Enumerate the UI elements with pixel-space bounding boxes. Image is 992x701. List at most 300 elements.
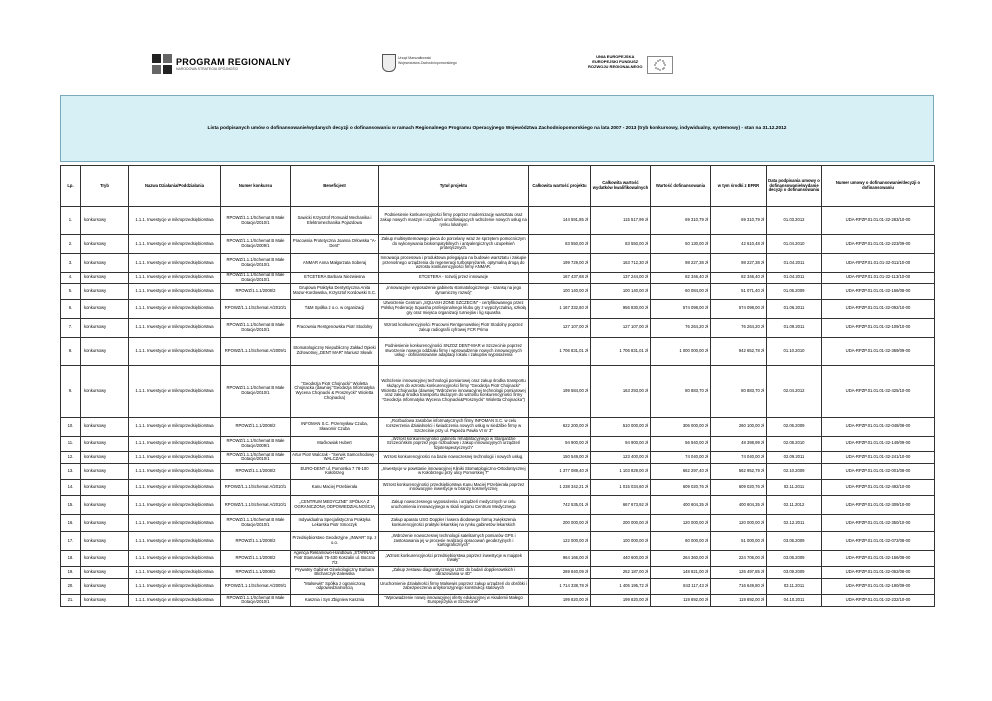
row-numer: UDA-RPZP.01.01.01-32-062/08-00 [822, 566, 935, 578]
table-row [61, 254, 935, 273]
row-efrr: 609 020,76 zł [711, 479, 767, 495]
row-efrr: 76 264,20 zł [711, 318, 767, 337]
header-row [61, 166, 935, 207]
header-konkurs: Numer konkursu [221, 166, 291, 207]
row-lp: 17. [61, 531, 81, 550]
table-row [61, 495, 935, 514]
row-konkurs: RPOWZ/1.1.1/Schemat B Małe Dotacje/2010/1 [221, 273, 291, 284]
table-row [61, 283, 935, 299]
row-dofinansowanie: 82 346,40 zł [651, 273, 711, 284]
header-efrr: w tym środki z EFRR [711, 166, 767, 207]
row-tytul: „Inwestycje w powstanie innowacyjnej Kliniki Stomatologiczno-Ortodontycznej w Kołobrzegu przy ulicy Pomorskiej 7" [379, 463, 529, 479]
row-beneficjent: Kanu Maciej Przebierała [291, 479, 379, 495]
row-tryb: konkursowy [81, 337, 129, 365]
row-dofinansowanie: 662 297,40 zł [651, 463, 711, 479]
row-kwalifikowalne: 163 712,30 zł [591, 254, 651, 273]
row-tryb: konkursowy [81, 463, 129, 479]
row-kwalifikowalne: 100 140,00 zł [591, 283, 651, 299]
row-dofinansowanie: 574 098,00 zł [651, 299, 711, 318]
row-tytul: Zakup multisystemowego pieca do porcelany wraz ze sprzętem pomocniczym do wykonywania biokompatybilnych i antyalergicznych uzupełnień protetycznych. [379, 235, 529, 254]
table-row [61, 436, 935, 451]
row-wartosc: 1 377 089,40 zł [529, 463, 591, 479]
row-wartosc: 150 549,00 zł [529, 451, 591, 463]
row-tryb: konkursowy [81, 299, 129, 318]
row-wartosc: 1 167 332,60 zł [529, 299, 591, 318]
row-tytul: Innowacja procesowa i produktowa polegająca na budowie warsztatu i zakupie przenośnego urządzenia do regeneracji turbosprężarek, optymalną drogą do wzrostu konkurencyjności firmy ANMAR. [379, 254, 529, 273]
row-dofinansowanie: 1 000 000,00 zł [651, 337, 711, 365]
row-lp: 13. [61, 463, 81, 479]
row-nazwa: 1.1.1. Inwestycje w mikroprzedsiębiorstwa [129, 417, 221, 436]
row-nazwa: 1.1.1. Inwestycje w mikroprzedsiębiorstwa [129, 283, 221, 299]
row-konkurs: RPOWZ/1.1.1/2008/2 [221, 531, 291, 550]
row-dofinansowanie: 80 883,70 zł [651, 365, 711, 417]
row-efrr: 42 610,48 zł [711, 235, 767, 254]
row-data: 02.06.2009 [767, 417, 822, 436]
table-row [61, 235, 935, 254]
row-lp: 20. [61, 578, 81, 594]
row-kwalifikowalne: 100 000,00 zł [591, 531, 651, 550]
row-tryb: konkursowy [81, 235, 129, 254]
row-konkurs: RPOWZ/1.1.1/2008/2 [221, 283, 291, 299]
row-efrr: 98 227,38 zł [711, 254, 767, 273]
row-data: 02.09.2011 [767, 451, 822, 463]
row-wartosc: 144 591,85 zł [529, 207, 591, 235]
row-konkurs: RPOWZ/1.1.1/2008/2 [221, 417, 291, 436]
row-konkurs: RPOWZ/1.1.1/Schemat B Małe Dotacje/2010/1 [221, 451, 291, 463]
row-efrr: 119 892,00 zł [711, 594, 767, 606]
table-row [61, 417, 935, 436]
row-beneficjent: Grupowa Praktyka Dentystyczna Anita Mazur-Kordowska, Krzysztof Kordowski S.C. [291, 283, 379, 299]
row-numer: UDA-RPZP.01.01.01-32-156/08-00 [822, 550, 935, 566]
row-dofinansowanie: 120 000,00 zł [651, 514, 711, 531]
row-efrr: 69 310,79 zł [711, 207, 767, 235]
eu-line-3: ROZWOJU REGIONALNEGO [588, 64, 643, 69]
row-tytul: „Innowacyjne wyposażenie gabinetu stomatologicznego - szansą na jego dynamiczny rozwój" [379, 283, 529, 299]
row-lp: 19. [61, 566, 81, 578]
row-tytul: „Wdrożenie nowoczesnej technologii satelitarnych pomiarów GPS i zastosowania jej w procesie realizacji opracowań geodezyjnych i kartograficznych" [379, 531, 529, 550]
row-dofinansowanie: 843 117,43 zł [651, 578, 711, 594]
row-beneficjent: Prywatny Gabinet Ginekologiczny Barbara Blicharczyk-Zalewska [291, 566, 379, 578]
row-nazwa: 1.1.1. Inwestycje w mikroprzedsiębiorstwa [129, 550, 221, 566]
header-tryb: Tryb [81, 166, 129, 207]
row-efrr: 82 346,40 zł [711, 273, 767, 284]
row-tryb: konkursowy [81, 566, 129, 578]
row-lp: 8. [61, 337, 81, 365]
row-data: 03.11.2011 [767, 578, 822, 594]
row-nazwa: 1.1.1. Inwestycje w mikroprzedsiębiorstwa [129, 337, 221, 365]
row-efrr: 260 100,00 zł [711, 417, 767, 436]
row-beneficjent: Pracownia Protetyczna Joanna Orłowska "A-Dent" [291, 235, 379, 254]
row-tytul: Wzrost konkurencyjności Pracowni Rentgenowskiej Piotr Stodolny poprzez zakup radiografii cyfrowej FCR Prima [379, 318, 529, 337]
office-line-2: Województwa Zachodniopomorskiego [398, 61, 457, 65]
eu-line-2: EUROPEJSKI FUNDUSZ [592, 59, 639, 64]
row-dofinansowanie: 60 084,00 zł [651, 283, 711, 299]
row-beneficjent: ANMAR Anna Małgorzata Soberaj [291, 254, 379, 273]
row-data: 01.06.2009 [767, 283, 822, 299]
row-konkurs: RPOWZ/1.1.1/Schemat A/2009/1 [221, 578, 291, 594]
row-data: 02.04.2012 [767, 365, 822, 417]
row-data: 03.06.2009 [767, 531, 822, 550]
row-wartosc: 1 714 338,78 zł [529, 578, 591, 594]
row-efrr: 126 497,85 zł [711, 566, 767, 578]
row-tryb: konkursowy [81, 531, 129, 550]
header-lp: Lp. [61, 166, 81, 207]
row-wartosc: 1 238 342,21 zł [529, 479, 591, 495]
table-row [61, 531, 935, 550]
row-wartosc: 199 729,00 zł [529, 254, 591, 273]
row-kwalifikowalne: 252 187,00 zł [591, 566, 651, 578]
row-tryb: konkursowy [81, 578, 129, 594]
row-nazwa: 1.1.1. Inwestycje w mikroprzedsiębiorstwa [129, 594, 221, 606]
row-data: 01.10.2010 [767, 337, 822, 365]
row-nazwa: 1.1.1. Inwestycje w mikroprzedsiębiorstwa [129, 514, 221, 531]
header-dofinansowanie: Wartość dofinansowania [651, 166, 711, 207]
program-regionalny-logo [152, 54, 291, 74]
header-nazwa: Nazwa Działania/Poddziałania [129, 166, 221, 207]
row-numer: UDA-RPZP.01.01.01-32-492/10-00 [822, 479, 935, 495]
row-wartosc: 199 584,00 zł [529, 365, 591, 417]
header-tytul: Tytuł projektu [379, 166, 529, 207]
row-data: 01.09.2011 [767, 318, 822, 337]
row-numer: UDA-RPZP.01.01.01-32-001/08-00 [822, 463, 935, 479]
row-kwalifikowalne: 200 000,00 zł [591, 514, 651, 531]
logo-bar [0, 52, 992, 82]
row-wartosc: 83 550,00 zł [529, 235, 591, 254]
row-dofinansowanie: 306 000,00 zł [651, 417, 711, 436]
row-kwalifikowalne: 83 550,00 zł [591, 235, 651, 254]
row-nazwa: 1.1.1. Inwestycje w mikroprzedsiębiorstwa [129, 273, 221, 284]
program-title: PROGRAM REGIONALNY [176, 56, 291, 67]
row-beneficjent: INFOMAN S.C. Przemysław Czuba, Sławomir Czuba [291, 417, 379, 436]
row-konkurs: RPOWZ/1.1.1/Schemat A/2010/1 [221, 479, 291, 495]
row-tytul: „Wzrost konkurencyjności przedsiębiorstwa poprzez inwestycje w majątek trwały" [379, 550, 529, 566]
row-numer: UDA-RPZP.01.01.01-32-092/10-00 [822, 299, 935, 318]
eu-flag-icon [647, 56, 673, 74]
row-data: 01.06.2011 [767, 299, 822, 318]
row-nazwa: 1.1.1. Inwestycje w mikroprzedsiębiorstwa [129, 235, 221, 254]
row-nazwa: 1.1.1. Inwestycje w mikroprzedsiębiorstwa [129, 578, 221, 594]
row-wartosc: 167 437,68 zł [529, 273, 591, 284]
row-numer: UDA-RPZP.01.01.01-32-190/09-00 [822, 578, 935, 594]
row-data: 02.11.2011 [767, 479, 822, 495]
row-data: 01.03.2012 [767, 207, 822, 235]
table-row [61, 566, 935, 578]
row-konkurs: RPOWZ/1.1.1/Schemat B Małe Dotacje/2010/1 [221, 514, 291, 531]
row-lp: 21. [61, 594, 81, 606]
page-title: Lista podpisanych umów o dofinansowanie/wydanych decyzji o dofinansowaniu w ramach Regionalnego Programu Operacyjnego Województwa Zachodniopomorskiego na lata 2007 - 2013 (tryb konkursowy, indywidualny, systemowy) - stan na 31.12.2012 [207, 126, 787, 131]
row-kwalifikowalne: 115 517,99 zł [591, 207, 651, 235]
row-efrr: 716 649,80 zł [711, 578, 767, 594]
header-beneficjent: Beneficjent [291, 166, 379, 207]
row-beneficjent: „CENTRUM MEDYCZNE" SPÓŁKA Z OGRANICZONĄ ODPOWIEDZIALNOŚCIĄ [291, 495, 379, 514]
row-lp: 3. [61, 254, 81, 273]
row-beneficjent: Maćkowiak Hubert [291, 436, 379, 451]
row-lp: 12. [61, 451, 81, 463]
row-numer: UDA-RPZP.01.01.01-32-425/10-00 [822, 365, 935, 417]
row-data: 01.04.2010 [767, 235, 822, 254]
row-numer: UDA-RPZP.01.01.01-32-166/08-00 [822, 283, 935, 299]
row-nazwa: 1.1.1. Inwestycje w mikroprzedsiębiorstwa [129, 495, 221, 514]
row-beneficjent: Indywidualna Specjalistyczna Praktyka Lekarska Piotr Smoczyk [291, 514, 379, 531]
row-dofinansowanie: 119 892,00 zł [651, 594, 711, 606]
row-wartosc: 100 140,00 zł [529, 283, 591, 299]
row-wartosc: 122 000,00 zł [529, 531, 591, 550]
row-nazwa: 1.1.1. Inwestycje w mikroprzedsiębiorstwa [129, 451, 221, 463]
row-kwalifikowalne: 1 706 831,01 zł [591, 337, 651, 365]
row-kwalifikowalne: 137 244,00 zł [591, 273, 651, 284]
row-dofinansowanie: 69 310,79 zł [651, 207, 711, 235]
row-tryb: konkursowy [81, 207, 129, 235]
table-row [61, 299, 935, 318]
row-efrr: 51 071,40 zł [711, 283, 767, 299]
row-efrr: 80 883,70 zł [711, 365, 767, 417]
row-efrr: 120 000,00 zł [711, 514, 767, 531]
row-dofinansowanie: 50 130,00 zł [651, 235, 711, 254]
row-beneficjent: "Malsewis" Spółka z ograniczoną odpowiedzialnością [291, 578, 379, 594]
row-tytul: ETCETERA - rozwój przez innowacje [379, 273, 529, 284]
header-numer: Numer umowy o dofinansowanie/decyzji o dofinansowaniu [822, 166, 935, 207]
row-data: 01.04.2011 [767, 254, 822, 273]
row-konkurs: RPOWZ/1.1.1/Schemat B Małe Dotacje/2010/1 [221, 365, 291, 417]
row-dofinansowanie: 76 264,20 zł [651, 318, 711, 337]
row-tryb: konkursowy [81, 594, 129, 606]
row-lp: 9. [61, 365, 81, 417]
row-tytul: „Zakup zestawu diagnostycznego USG do badań dopplerowskich i obrazowania w 4D" [379, 566, 529, 578]
row-dofinansowanie: 400 604,35 zł [651, 495, 711, 514]
row-wartosc: 622 200,00 zł [529, 417, 591, 436]
row-kwalifikowalne: 667 673,92 zł [591, 495, 651, 514]
row-dofinansowanie: 74 040,00 zł [651, 451, 711, 463]
table-row [61, 365, 935, 417]
row-lp: 5. [61, 283, 81, 299]
row-lp: 7. [61, 318, 81, 337]
row-nazwa: 1.1.1. Inwestycje w mikroprzedsiębiorstwa [129, 531, 221, 550]
table-row [61, 479, 935, 495]
row-beneficjent: Agencja Reklamowo-Handlowa „STARNAS" Piotr Stamasiak 75-430 Koszalin ul. Boczna 7/3 [291, 550, 379, 566]
row-dofinansowanie: 148 821,00 zł [651, 566, 711, 578]
row-tryb: konkursowy [81, 417, 129, 436]
table-row [61, 273, 935, 284]
row-numer: UDA-RPZP.01.01.01-32-113/10-00 [822, 273, 935, 284]
row-tytul: Podniesienie konkurencyjności SNZOZ DENT-MAR w Szczecinie poprzez stworzenie nowego oddziału firmy i wprowadzenie nowych innowacyjnych usług - dofinansowanie adaptacji lokalu i zakupów wyposażenia [379, 337, 529, 365]
row-efrr: 574 098,00 zł [711, 299, 767, 318]
row-data: 02.11.2012 [767, 495, 822, 514]
row-dofinansowanie: 60 000,00 zł [651, 531, 711, 550]
row-dofinansowanie: 609 020,76 zł [651, 479, 711, 495]
row-konkurs: RPOWZ/1.1.1/2008/2 [221, 463, 291, 479]
row-beneficjent: EURO-DENT ul. Pomorska 7 78-100 Kołobrzeg [291, 463, 379, 479]
crest-icon [382, 54, 396, 72]
table-row [61, 463, 935, 479]
row-lp: 11. [61, 436, 81, 451]
row-numer: UDA-RPZP.01.01.01-32-048/08-00 [822, 417, 935, 436]
row-numer: UDA-RPZP.01.01.01-32-369/09-00 [822, 337, 935, 365]
row-efrr: 48 398,99 zł [711, 436, 767, 451]
row-tytul: Utworzenie Centrum „SQUASH ZONE SZCZECIN" - certyfikowanego przez Polską Federację Squasha profesjonalnego klubu gry z wypożyczalnią, szkołą gry oraz miejsca organizacji turniejów i lig squasha [379, 299, 529, 318]
row-kwalifikowalne: 94 900,00 zł [591, 436, 651, 451]
table-row [61, 337, 935, 365]
row-kwalifikowalne: 1 103 829,00 zł [591, 463, 651, 479]
row-wartosc: 127 107,00 zł [529, 318, 591, 337]
eu-line-1: UNIA EUROPEJSKA [596, 54, 635, 59]
row-lp: 2. [61, 235, 81, 254]
row-konkurs: RPOWZ/1.1.1/Schemat B Małe Dotacje/2009/1 [221, 436, 291, 451]
header-kwalifikowalne: Całkowita wartość wydatków kwalifikowalnych [591, 166, 651, 207]
row-nazwa: 1.1.1. Inwestycje w mikroprzedsiębiorstwa [129, 254, 221, 273]
row-tytul: „Rozbudowa zasobów informatycznych firmy INFOMAN S.C. w celu rozszerzenia działalności i świadczenia nowych usług w siedzibie firmy w Szczecinie przy ul. Papieża Pawła VI nr 3" [379, 417, 529, 436]
row-lp: 14. [61, 479, 81, 495]
row-konkurs: RPOWZ/1.1.1/2008/2 [221, 566, 291, 578]
row-tytul: "Wprowadzenie nowej innowacyjnej oferty edukacyjnej w Akademii Małego Europejczyka w Szczecinie" [379, 594, 529, 606]
program-subtitle: NARODOWA STRATEGIA SPÓJNOŚCI [176, 66, 239, 71]
row-wartosc: 269 840,09 zł [529, 566, 591, 578]
row-lp: 4. [61, 273, 81, 284]
row-numer: UDA-RPZP.01.01.01-32-072/08-00 [822, 531, 935, 550]
row-tytul: Zakup aparatu USG Doppler i łasera diodowego formą zwiększenia konkurencyjności praktyki lekarskiej na rynku gabinetów lekarskich [379, 514, 529, 531]
row-dofinansowanie: 56 940,00 zł [651, 436, 711, 451]
row-lp: 10. [61, 417, 81, 436]
row-efrr: 400 604,35 zł [711, 495, 767, 514]
row-data: 02.12.2011 [767, 514, 822, 531]
row-lp: 1. [61, 207, 81, 235]
row-konkurs: RPOWZ/1.1.1/Schemat B Małe Dotacje/2010/1 [221, 594, 291, 606]
row-tryb: konkursowy [81, 495, 129, 514]
row-tytul: Wzrost konkurencyjności przedsiębiorstwa Kanu Maciej Przebierała poprzez innowacyjne inwestycje w branży kosmetycznej [379, 479, 529, 495]
row-konkurs: RPOWZ/1.1.1/Schemat B Małe Dotacje/2010/1 [221, 254, 291, 273]
row-nazwa: 1.1.1. Inwestycje w mikroprzedsiębiorstwa [129, 207, 221, 235]
row-tryb: konkursowy [81, 318, 129, 337]
row-tryb: konkursowy [81, 514, 129, 531]
row-tytul: Wzrost konkurencyjności na bazie nowoczesnej technologii i nowych usług. [379, 451, 529, 463]
table-row [61, 578, 935, 594]
row-wartosc: 200 000,00 zł [529, 514, 591, 531]
row-dofinansowanie: 264 360,00 zł [651, 550, 711, 566]
row-nazwa: 1.1.1. Inwestycje w mikroprzedsiębiorstwa [129, 479, 221, 495]
row-tytul: Zakup nowoczesnego wyposażenia i urządzeń medycznych w celu uruchomienia innowacyjnego w skali regionu Centrum Medycznego [379, 495, 529, 514]
row-tryb: konkursowy [81, 479, 129, 495]
row-efrr: 51 000,00 zł [711, 531, 767, 550]
row-kwalifikowalne: 956 830,00 zł [591, 299, 651, 318]
row-wartosc: 964 166,00 zł [529, 550, 591, 566]
row-nazwa: 1.1.1. Inwestycje w mikroprzedsiębiorstwa [129, 566, 221, 578]
row-tytul: „Wzrost konkurencyjności gabinetu rehabilitacyjnego w Stargardzie Szczecińskim poprzez jego rozbudowę i zakup innowacyjnych urządzeń fizjoterapeutycznych" [379, 436, 529, 451]
office-line-1: Urząd Marszałkowski [398, 56, 432, 60]
row-konkurs: RPOWZ/1.1.1/Schemat B Małe Dotacje/2010/1 [221, 318, 291, 337]
table-body [61, 207, 935, 607]
row-nazwa: 1.1.1. Inwestycje w mikroprzedsiębiorstwa [129, 365, 221, 417]
row-beneficjent: Kasznia i Syn Zbigniew Kasznia [291, 594, 379, 606]
row-kwalifikowalne: 1 015 034,60 zł [591, 479, 651, 495]
row-numer: UDA-RPZP.01.01.01-32-309/10-00 [822, 495, 935, 514]
row-beneficjent: Przedsiębiorstwo Geodezyjne „INWAR" Sp. z o.o. [291, 531, 379, 550]
row-numer: UDA-RPZP.01.01.01-32-011/10-00 [822, 254, 935, 273]
row-konkurs: RPOWZ/1.1.1/Schemat A/2009/1 [221, 337, 291, 365]
header-wartosc: Całkowita wartość projektu [529, 166, 591, 207]
row-wartosc: 94 900,00 zł [529, 436, 591, 451]
row-beneficjent: "Geodezja Piotr Chojnacki" Wioletta Chojnacka (dawniej:"Geodezja Informatyka Wycena Chojnacki & Prosznycki" Wioletta Chojnacka) [291, 365, 379, 417]
row-nazwa: 1.1.1. Inwestycje w mikroprzedsiębiorstwa [129, 463, 221, 479]
table-row [61, 594, 935, 606]
row-tryb: konkursowy [81, 436, 129, 451]
row-konkurs: RPOWZ/1.1.1/Schemat B Małe Dotacje/2009/1 [221, 235, 291, 254]
row-numer: UDA-RPZP.01.01.01-32-232/10-00 [822, 594, 935, 606]
row-efrr: 942 652,78 zł [711, 337, 767, 365]
row-data: 03.09.2009 [767, 566, 822, 578]
row-tryb: konkursowy [81, 451, 129, 463]
row-wartosc: 1 706 831,01 zł [529, 337, 591, 365]
row-tytul: Wdrożenie innowacyjnej technologii pomiarowej oraz zakup środka transportu służącym do wzrostu konkurencyjności firmy "Geodezja Piotr Chojnacki" Wioletta Chojnacka (dawniej:"Wdrożenie innowacyjnej technologii pomiarowej oraz zakup środka transportu służącym do wzrostu konkurencyjności firmy "Geodezja Informatyka Wycena Chojnacki&Prosznycki" Wioletta Chojnacka") [379, 365, 529, 417]
row-lp: 15. [61, 495, 81, 514]
program-logo-icon [152, 54, 172, 74]
row-tryb: konkursowy [81, 283, 129, 299]
row-numer: UDA-RPZP.01.01.01-32-223/09-00 [822, 235, 935, 254]
row-wartosc: 742 535,01 zł [529, 495, 591, 514]
row-efrr: 224 706,00 zł [711, 550, 767, 566]
row-tryb: konkursowy [81, 365, 129, 417]
grants-table [60, 165, 935, 607]
table-row [61, 451, 935, 463]
table-row [61, 207, 935, 235]
row-numer: UDA-RPZP.01.01.01-32-149/09-00 [822, 436, 935, 451]
row-nazwa: 1.1.1. Inwestycje w mikroprzedsiębiorstwa [129, 299, 221, 318]
title-banner [60, 95, 934, 162]
row-kwalifikowalne: 163 293,00 zł [591, 365, 651, 417]
row-wartosc: 199 820,00 zł [529, 594, 591, 606]
row-kwalifikowalne: 123 400,00 zł [591, 451, 651, 463]
row-nazwa: 1.1.1. Inwestycje w mikroprzedsiębiorstwa [129, 318, 221, 337]
row-kwalifikowalne: 440 600,00 zł [591, 550, 651, 566]
row-lp: 18. [61, 550, 81, 566]
row-beneficjent: T&M Spółka z o.o. w organizacji [291, 299, 379, 318]
table-row [61, 550, 935, 566]
row-efrr: 74 040,00 zł [711, 451, 767, 463]
row-numer: UDA-RPZP.01.01.01-32-109/10-00 [822, 318, 935, 337]
row-kwalifikowalne: 1 405 195,72 zł [591, 578, 651, 594]
table-row [61, 318, 935, 337]
row-tytul: Uruchomienie działalności firmy Malsewis poprzez zakup urządzeń do obróbki i zabezpieczenia antykorozyjnego konstrukcji stalowych [379, 578, 529, 594]
row-konkurs: RPOWZ/1.1.1/Schemat A/2010/1 [221, 495, 291, 514]
row-numer: UDA-RPZP.01.01.01-32-283/10-00 [822, 207, 935, 235]
row-tryb: konkursowy [81, 254, 129, 273]
row-data: 02.08.2010 [767, 436, 822, 451]
row-konkurs: RPOWZ/1.1.1/Schemat A/2010/1 [221, 299, 291, 318]
header-data: Data podpisania umowy o dofinansowanie/wydanie decyzji o dofinansowaniu [767, 166, 822, 207]
row-konkurs: RPOWZ/1.1.1/2008/2 [221, 550, 291, 566]
row-beneficjent: Pracownia Rentgenowska Piotr Stodolny [291, 318, 379, 337]
row-lp: 6. [61, 299, 81, 318]
row-konkurs: RPOWZ/1.1.1/Schemat B Małe Dotacje/2010/1 [221, 207, 291, 235]
row-lp: 16. [61, 514, 81, 531]
row-data: 02.10.2009 [767, 463, 822, 479]
row-tryb: konkursowy [81, 273, 129, 284]
row-kwalifikowalne: 510 000,00 zł [591, 417, 651, 436]
office-name [398, 56, 457, 66]
row-data: 01.04.2011 [767, 273, 822, 284]
row-dofinansowanie: 98 227,38 zł [651, 254, 711, 273]
row-tryb: konkursowy [81, 550, 129, 566]
row-kwalifikowalne: 199 820,00 zł [591, 594, 651, 606]
table-row [61, 514, 935, 531]
row-beneficjent: Stomatologiczny Niepubliczny Zakład Opieki Zdrowotnej „DENT MAR" Mariusz Słowik [291, 337, 379, 365]
row-numer: UDA-RPZP.01.01.01-32-350/10-00 [822, 514, 935, 531]
row-beneficjent: Sawicki Krzysztof Romuald Mechanika i Elektromechanika Pojazdowa [291, 207, 379, 235]
row-tytul: Podniesienie konkurencyjności firmy poprzez modernizację warsztatu oraz zakup nowych maszyn i urządzeń umożliwiających wdrożenie nowych usług na rynku lokalnym [379, 207, 529, 235]
eu-label [588, 54, 642, 69]
row-efrr: 562 952,79 zł [711, 463, 767, 479]
row-data: 03.06.2009 [767, 550, 822, 566]
row-beneficjent: Artur Piotr Walczak - "Serwis Samochodowy - WALCZAK" [292, 451, 377, 462]
row-kwalifikowalne: 127 107,00 zł [591, 318, 651, 337]
